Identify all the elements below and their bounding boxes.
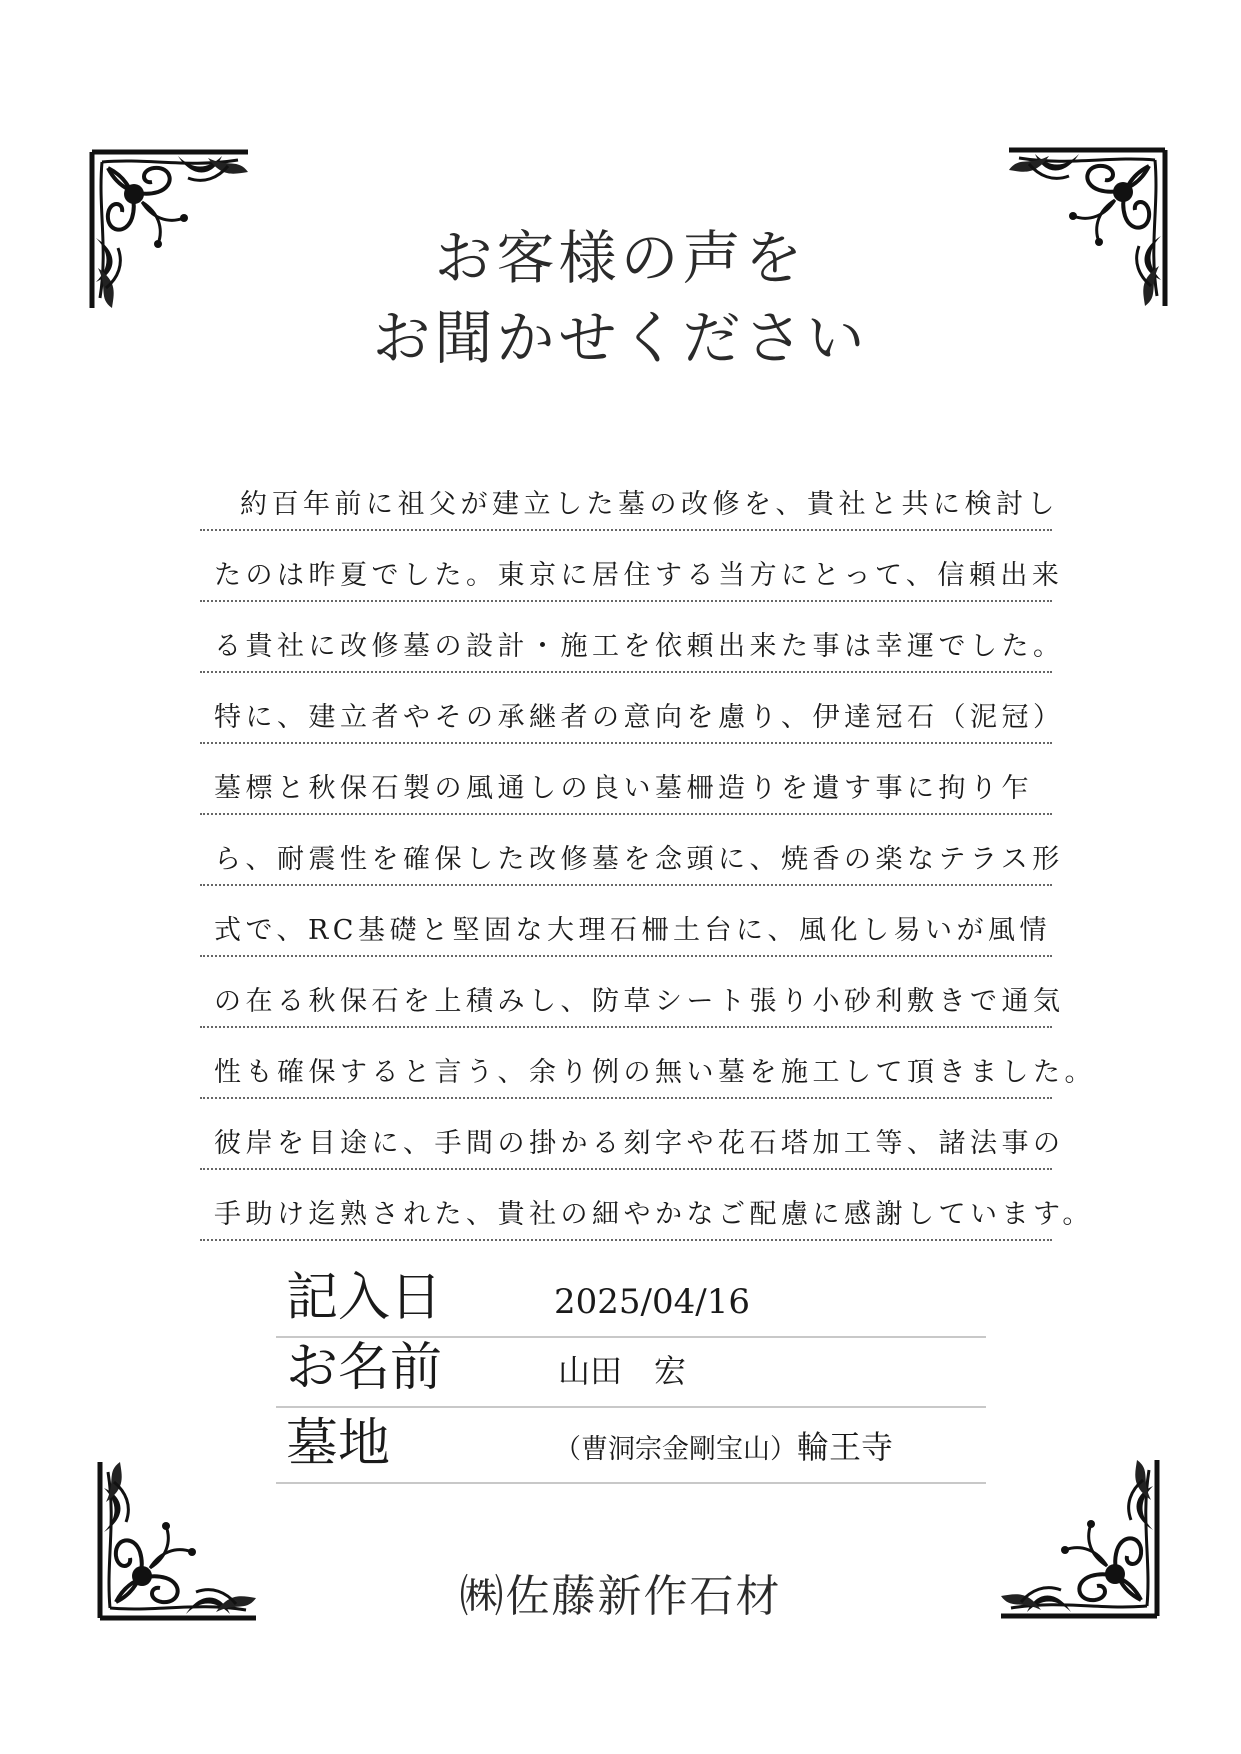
cemetery-field	[276, 1414, 986, 1484]
body-line: 約百年前に祖父が建立した墓の改修を、貴社と共に検討し	[200, 460, 1052, 531]
temple-name: 輪王寺	[797, 1428, 894, 1466]
body-line: 彼岸を目途に、手間の掛かる刻字や花石塔加工等、諸法事の	[200, 1099, 1052, 1170]
body-line: る貴社に改修墓の設計・施工を依頼出来た事は幸運でした。	[200, 602, 1052, 673]
date-value: 2025/04/16	[554, 1282, 750, 1322]
temple-sect: （曹洞宗金剛宝山）	[554, 1434, 797, 1465]
name-label: お名前	[286, 1338, 443, 1398]
body-line: 手助け迄熟された、貴社の細やかなご配慮に感謝しています。	[200, 1170, 1052, 1241]
body-line: ら、耐震性を確保した改修墓を念頭に、焼香の楽なテラス形	[200, 815, 1052, 886]
cemetery-label: 墓地	[286, 1414, 391, 1474]
body-line: 墓標と秋保石製の風通しの良い墓柵造りを遺す事に拘り乍	[200, 744, 1052, 815]
title-line-2: お聞かせください	[372, 304, 869, 372]
cemetery-value	[554, 1422, 893, 1468]
name-value: 山田 宏	[558, 1352, 687, 1390]
company-name: ㈱佐藤新作石材	[459, 1571, 782, 1622]
body-line: 式で、RC基礎と堅固な大理石柵土台に、風化し易いが風情	[200, 886, 1052, 957]
testimonial-body	[200, 460, 1096, 1241]
body-line: 性も確保すると言う、余り例の無い墓を施工して頂きました。	[200, 1028, 1052, 1099]
body-line: の在る秋保石を上積みし、防草シート張り小砂利敷きで通気	[200, 957, 1052, 1028]
body-line: 特に、建立者やその承継者の意向を慮り、伊達冠石（泥冠）	[200, 673, 1052, 744]
page-title	[0, 218, 1241, 378]
title-line-1: お客様の声を	[434, 224, 807, 292]
body-line: たのは昨夏でした。東京に居住する当方にとって、信頼出来	[200, 531, 1052, 602]
name-field	[276, 1338, 986, 1408]
date-label: 記入日	[286, 1268, 443, 1328]
